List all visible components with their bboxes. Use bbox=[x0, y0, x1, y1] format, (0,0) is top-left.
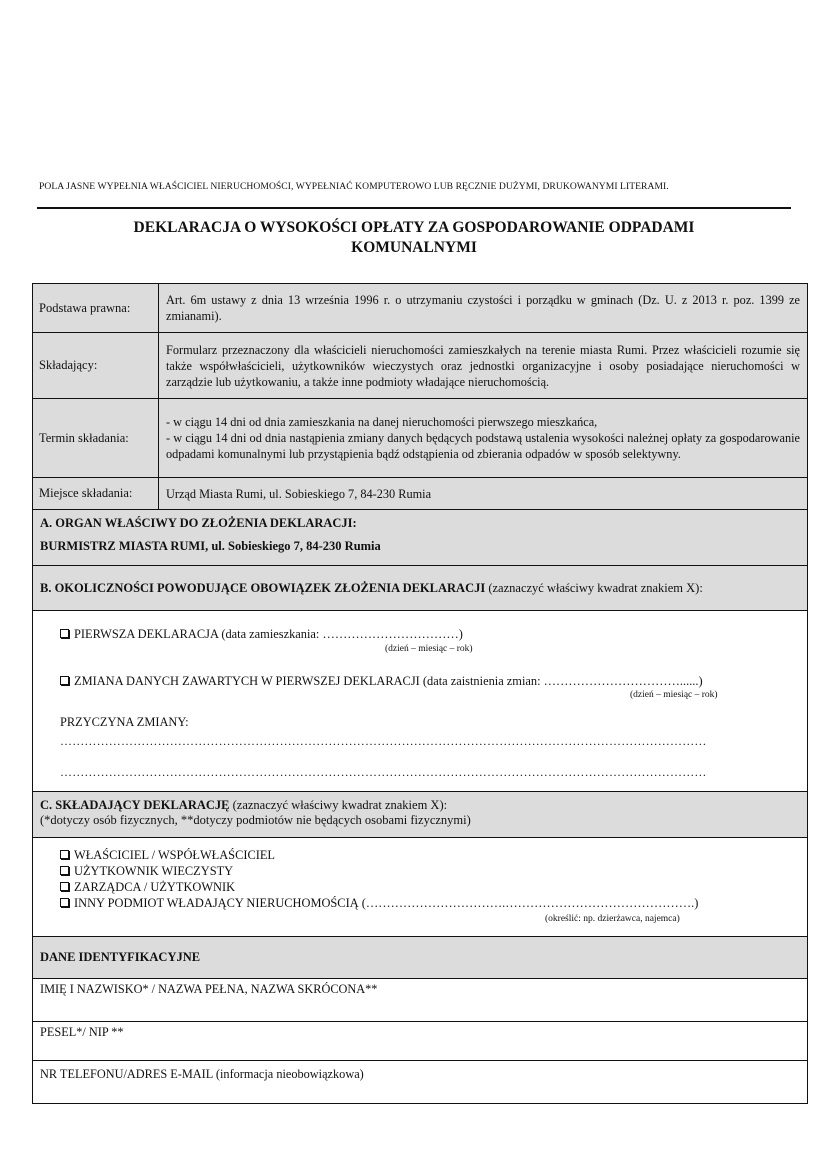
other-entity-hint: (określić: np. dzierżawca, najemca) bbox=[545, 914, 680, 924]
section-a-heading: A. ORGAN WŁAŚCIWY DO ZŁOŻENIA DEKLARACJI: bbox=[40, 516, 357, 530]
option-other-entity[interactable] bbox=[60, 895, 698, 911]
pesel-nip-field[interactable] bbox=[33, 1022, 807, 1061]
place-value: Urząd Miasta Rumi, ul. Sobieskiego 7, 84-230 Rumia bbox=[166, 486, 432, 501]
section-c-subnote: (*dotyczy osób fizycznych, **dotyczy podmiotów nie będących osobami fizycznymi) bbox=[40, 813, 471, 827]
section-b-body bbox=[33, 611, 807, 792]
identification-header bbox=[33, 937, 807, 979]
date-hint-2: (dzień – miesiąc – rok) bbox=[630, 690, 718, 700]
checkbox-change-data[interactable] bbox=[60, 676, 69, 685]
top-divider bbox=[37, 207, 791, 209]
place-label: Miejsce składania: bbox=[33, 478, 159, 509]
submitter-value: Formularz przeznaczony dla właścicieli nieruchomości zamieszkałych na terenie miasta Rumi. Przez właścicieli rozumie się także współwłaścicieli, użytkowników wieczystych oraz jednostki organizacyjne i osoby posiadające nieruchomości w zarządzie lub użytkowaniu, a także inne podmioty władające nieruchomością. bbox=[166, 342, 800, 389]
document-title bbox=[37, 218, 791, 258]
declaration-form bbox=[32, 283, 808, 1104]
instruction-note: POLA JASNE WYPEŁNIA WŁAŚCICIEL NIERUCHOMOŚCI, WYPEŁNIAĆ KOMPUTEROWO LUB RĘCZNIE DUŻYMI, DRUKOWANYMI LITERAMI. bbox=[39, 181, 669, 192]
name-field[interactable] bbox=[33, 979, 807, 1022]
title-line-1: DEKLARACJA O WYSOKOŚCI OPŁATY ZA GOSPODAROWANIE ODPADAMI bbox=[133, 219, 695, 236]
option-change-data-label: ZMIANA DANYCH ZAWARTYCH W PIERWSZEJ DEKLARACJI (data zaistnienia zmian: ……………………………......) bbox=[74, 674, 703, 688]
checkbox-owner[interactable] bbox=[60, 850, 69, 859]
legal-basis-value: Art. 6m ustawy z dnia 13 września 1996 r. o utrzymaniu czystości i porządku w gminach (Dz. U. z 2013 r. poz. 1399 ze zmianami). bbox=[166, 293, 800, 323]
reason-line-2[interactable]: …………………………………………………………………………………………………………………………………………… bbox=[60, 765, 707, 779]
option-other-entity-label: INNY PODMIOT WŁADAJĄCY NIERUCHOMOŚCIĄ (…………………………….……………………………………….) bbox=[74, 896, 699, 910]
title-line-2: KOMUNALNYMI bbox=[351, 239, 477, 256]
checkbox-manager[interactable] bbox=[60, 882, 69, 891]
checkbox-first-declaration[interactable] bbox=[60, 629, 69, 638]
checkbox-other-entity[interactable] bbox=[60, 898, 69, 907]
option-first-declaration[interactable] bbox=[60, 627, 463, 642]
reason-line-1[interactable]: …………………………………………………………………………………………………………………………………………… bbox=[60, 734, 707, 748]
deadline-item-2: - w ciągu 14 dni od dnia nastąpienia zmiany danych będących podstawą ustalenia wysokości należnej opłaty za gospodarowanie odpadami komunalnymi lub przystąpienia bądź odstąpienia od zbierania odpadów w sposób selektywny. bbox=[166, 431, 800, 461]
deadline-label: Termin składania: bbox=[33, 399, 159, 477]
identification-heading: DANE IDENTYFIKACYJNE bbox=[40, 950, 201, 964]
phone-email-field[interactable] bbox=[33, 1061, 807, 1103]
option-first-declaration-label: PIERWSZA DEKLARACJA (data zamieszkania: ……………………………) bbox=[74, 627, 463, 641]
row-deadline bbox=[33, 399, 807, 478]
option-owner[interactable] bbox=[60, 847, 698, 863]
row-legal-basis bbox=[33, 284, 807, 333]
phone-email-label: NR TELEFONU/ADRES E-MAIL (informacja nieobowiązkowa) bbox=[40, 1067, 364, 1081]
section-b-note: (zaznaczyć właściwy kwadrat znakiem X): bbox=[485, 580, 703, 595]
option-change-data[interactable] bbox=[60, 674, 703, 689]
option-manager-label: ZARZĄDCA / UŻYTKOWNIK bbox=[74, 880, 236, 894]
legal-basis-label: Podstawa prawna: bbox=[33, 284, 159, 332]
pesel-nip-label: PESEL*/ NIP ** bbox=[40, 1025, 124, 1039]
section-c-body bbox=[33, 838, 807, 937]
date-hint-1: (dzień – miesiąc – rok) bbox=[385, 644, 473, 654]
checkbox-perpetual-user[interactable] bbox=[60, 866, 69, 875]
section-c-heading: C. SKŁADAJĄCY DEKLARACJĘ bbox=[40, 798, 230, 812]
section-a bbox=[33, 510, 807, 566]
submitter-options bbox=[60, 847, 698, 911]
reason-label: PRZYCZYNA ZMIANY: bbox=[60, 715, 189, 729]
option-manager[interactable] bbox=[60, 879, 698, 895]
option-perpetual-user-label: UŻYTKOWNIK WIECZYSTY bbox=[74, 864, 234, 878]
section-b-header bbox=[33, 566, 807, 611]
option-owner-label: WŁAŚCICIEL / WSPÓŁWŁAŚCICIEL bbox=[74, 848, 275, 862]
submitter-label: Składający: bbox=[33, 333, 159, 398]
section-a-body: BURMISTRZ MIASTA RUMI, ul. Sobieskiego 7, 84-230 Rumia bbox=[40, 539, 381, 553]
section-b-heading: B. OKOLICZNOŚCI POWODUJĄCE OBOWIĄZEK ZŁOŻENIA DEKLARACJI bbox=[40, 580, 486, 595]
row-place bbox=[33, 478, 807, 510]
section-c-header bbox=[33, 792, 807, 838]
option-perpetual-user[interactable] bbox=[60, 863, 698, 879]
deadline-value bbox=[159, 399, 807, 477]
row-submitter bbox=[33, 333, 807, 399]
section-c-note: (zaznaczyć właściwy kwadrat znakiem X): bbox=[229, 798, 448, 812]
name-field-label: IMIĘ I NAZWISKO* / NAZWA PEŁNA, NAZWA SKRÓCONA** bbox=[40, 982, 378, 996]
deadline-item-1: - w ciągu 14 dni od dnia zamieszkania na danej nieruchomości pierwszego mieszkańca, bbox=[166, 415, 598, 429]
